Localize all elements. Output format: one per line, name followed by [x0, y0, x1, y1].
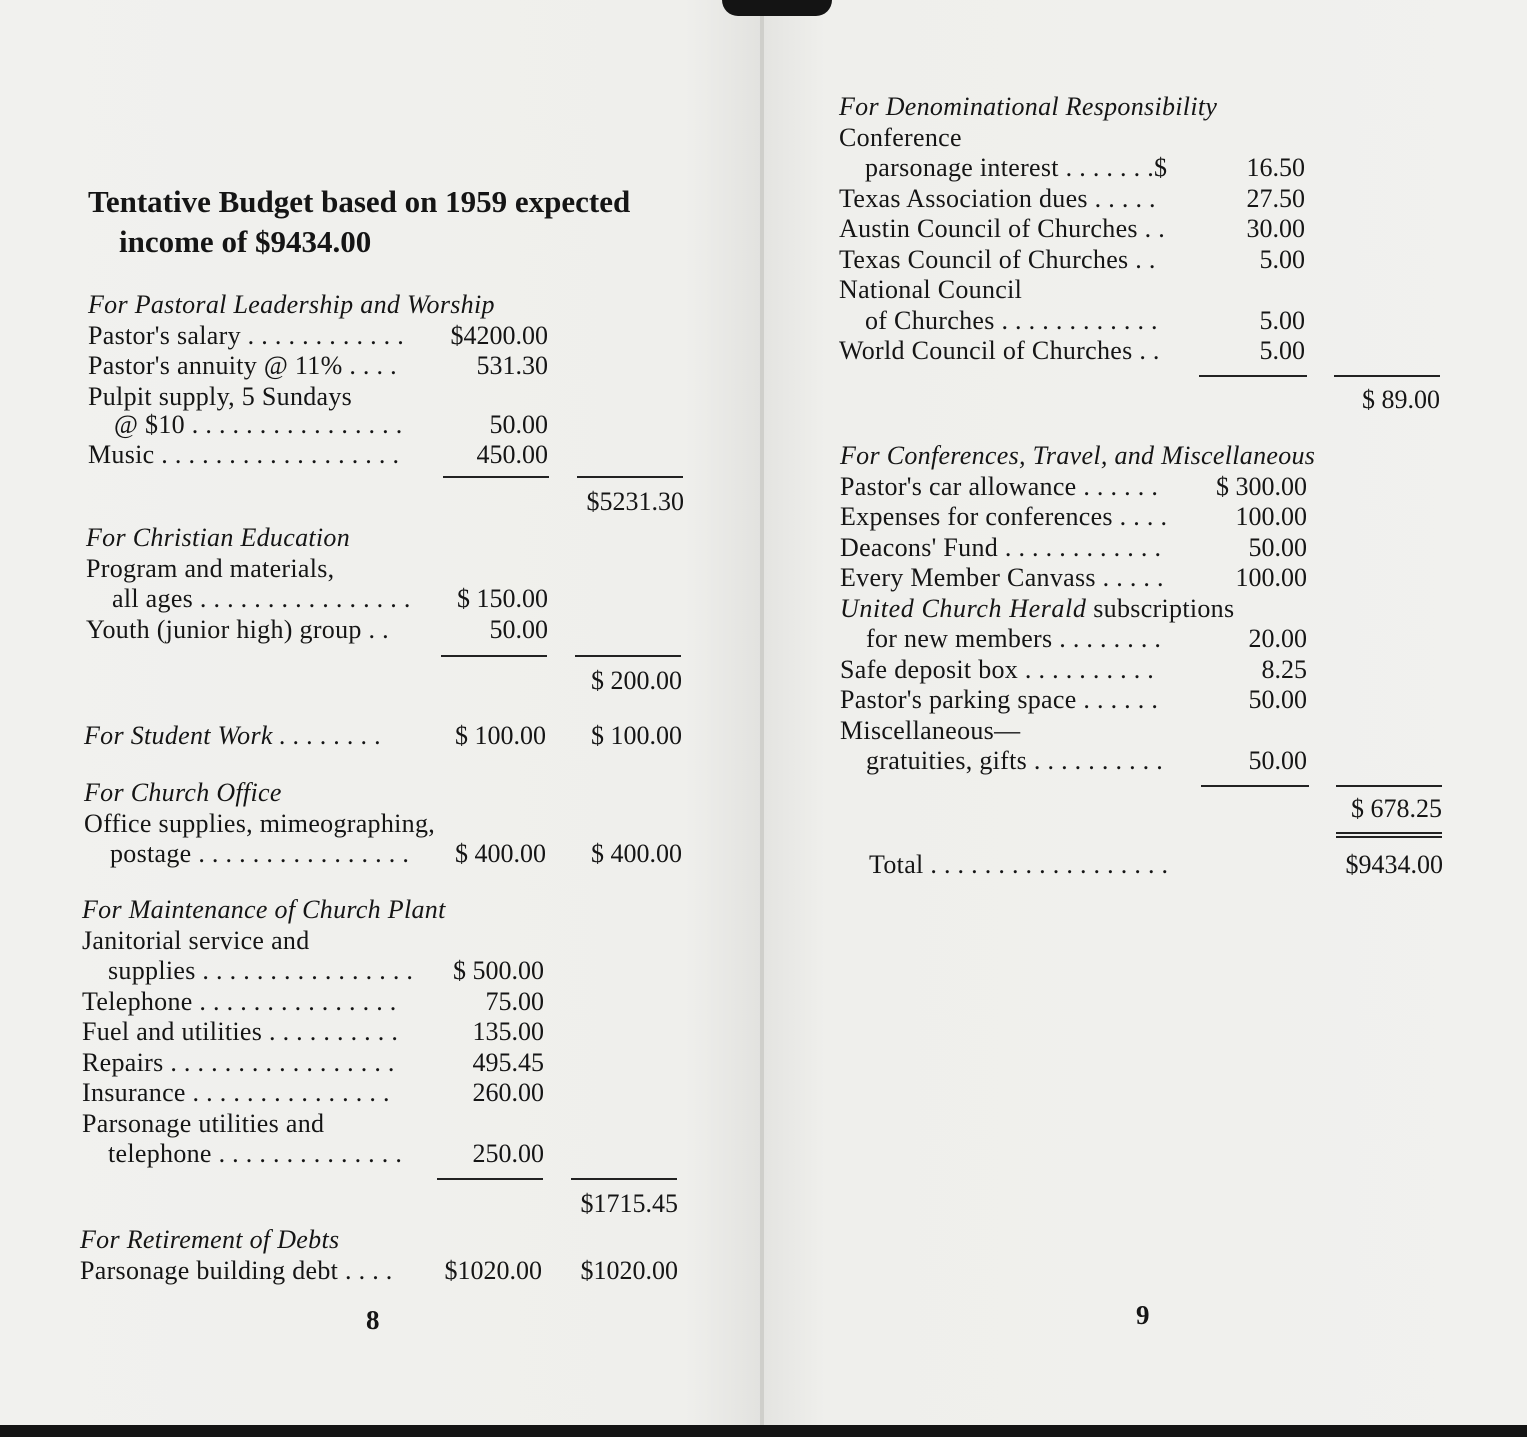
line-item-label: Parsonage building debt . . . . [80, 1255, 393, 1285]
line-item-label: Office supplies, mimeographing, [84, 808, 436, 838]
section-student-work [84, 721, 546, 752]
section-heading: For Christian Education [86, 523, 351, 552]
line-item-label: gratuities, gifts . . . . . . . . . . [866, 746, 1164, 775]
line-item-label: Every Member Canvass . . . . . [840, 563, 1164, 592]
section-total [560, 487, 684, 518]
subtotal-rule [1201, 785, 1309, 787]
line-item-amount: $4200.00 [450, 320, 548, 350]
section-conferences-travel-misc [840, 441, 1316, 777]
grand-total-amount: $9434.00 [1345, 850, 1443, 879]
line-item-label: Pastor's annuity @ 11% . . . . [88, 351, 397, 380]
section-heading: For Church Office [84, 778, 282, 807]
page-right [764, 0, 1527, 1425]
line-item-label: Pastor's parking space . . . . . . [840, 685, 1159, 714]
section-total-amount: $ 100.00 [591, 721, 682, 750]
line-item-label: National Council [839, 275, 1023, 304]
line-item-amount: 495.45 [472, 1047, 544, 1077]
section-total-amount: $ 678.25 [1351, 794, 1442, 823]
line-item-label: all ages . . . . . . . . . . . . . . . . [112, 584, 411, 613]
section-total-amount: $ 400.00 [591, 839, 682, 868]
section-heading: For Retirement of Debts [80, 1225, 340, 1254]
line-item-amount: 50.00 [1248, 532, 1307, 562]
subtotal-rule [437, 1178, 543, 1180]
line-item-label: Insurance . . . . . . . . . . . . . . . [82, 1078, 390, 1107]
line-item-label: Texas Association dues . . . . . [839, 183, 1156, 213]
line-item-label: of Churches . . . . . . . . . . . . [865, 305, 1158, 335]
line-item-label: For Student Work . . . . . . . . [84, 721, 382, 750]
line-item-label: Repairs . . . . . . . . . . . . . . . . . [82, 1047, 395, 1077]
section-total-amount: $1715.45 [580, 1189, 678, 1218]
line-item-label: parsonage interest . . . . . . .$ [865, 153, 1168, 182]
line-item-label: postage . . . . . . . . . . . . . . . . [110, 839, 410, 868]
line-item-amount: 5.00 [1259, 305, 1305, 335]
section-church-office [84, 778, 546, 870]
line-item-label: Janitorial service and [82, 925, 310, 955]
line-item-amount: 30.00 [1246, 214, 1305, 243]
line-item-amount: 100.00 [1235, 502, 1307, 531]
line-item-label: Texas Council of Churches . . [839, 244, 1156, 274]
line-item-amount: 135.00 [472, 1017, 544, 1046]
total-rule [571, 1178, 677, 1180]
grand-total-label: Total . . . . . . . . . . . . . . . . . . [869, 850, 1169, 879]
section-total [1316, 385, 1440, 416]
grand-total-row [869, 850, 1309, 881]
line-item-label: Safe deposit box . . . . . . . . . . [840, 654, 1155, 684]
section-maintenance [82, 895, 544, 1170]
section-heading: For Denominational Responsibility [839, 92, 1218, 121]
line-item-amount: 531.30 [476, 351, 548, 380]
line-item-label: Deacons' Fund . . . . . . . . . . . . [840, 532, 1162, 562]
section-total [558, 666, 682, 697]
line-item-label: Pastor's salary . . . . . . . . . . . . [88, 320, 405, 350]
subtotal-rule [441, 655, 547, 657]
line-item-label: Fuel and utilities . . . . . . . . . . [82, 1017, 399, 1046]
line-item-amount: 8.25 [1261, 654, 1307, 684]
line-item-label: Music . . . . . . . . . . . . . . . . . . [88, 440, 400, 469]
line-item-amount: 50.00 [1248, 746, 1307, 775]
line-item-amount: 16.50 [1246, 153, 1305, 182]
line-item-label: Miscellaneous— [840, 715, 1021, 745]
section-total-amount: $ 200.00 [591, 666, 682, 695]
section-pastoral-leadership [88, 290, 548, 471]
section-heading: For Pastoral Leadership and Worship [88, 290, 495, 319]
section-total [554, 1189, 678, 1220]
line-item-amount: 20.00 [1248, 624, 1307, 653]
section-total-amount: $1020.00 [580, 1256, 678, 1285]
section-total [1318, 794, 1442, 825]
page-number: 9 [1136, 1300, 1150, 1330]
total-rule [575, 655, 681, 657]
binding-notch [722, 0, 832, 16]
total-rule [1334, 375, 1440, 377]
section-heading: For Maintenance of Church Plant [82, 895, 446, 924]
section-total-amount: $5231.30 [586, 487, 684, 516]
line-item-amount: 260.00 [472, 1078, 544, 1107]
page-number: 8 [366, 1305, 380, 1335]
line-item-amount: $1020.00 [444, 1255, 542, 1285]
subtotal-rule [1199, 375, 1307, 377]
line-item-amount: $ 400.00 [455, 839, 546, 868]
publication-title: United Church Herald [840, 593, 1087, 623]
line-item-label: telephone . . . . . . . . . . . . . . [108, 1139, 403, 1168]
section-total [556, 721, 682, 752]
section-retirement-of-debts [80, 1225, 542, 1286]
line-item-amount: 5.00 [1259, 244, 1305, 274]
section-total [556, 839, 682, 870]
line-item-label: Conference [839, 122, 962, 152]
line-item-amount: 100.00 [1235, 563, 1307, 592]
line-item-label: Expenses for conferences . . . . [840, 502, 1168, 531]
section-total [552, 1256, 678, 1287]
line-item-amount: 50.00 [489, 409, 548, 439]
line-item-label-rest: subscriptions [1086, 593, 1235, 623]
line-item-amount: 250.00 [472, 1139, 544, 1168]
grand-total-double-rule [1336, 832, 1442, 838]
page-left [0, 0, 762, 1425]
subtotal-rule [443, 476, 549, 478]
section-christian-education [86, 523, 548, 645]
line-item-label: Parsonage utilities and [82, 1108, 325, 1138]
budget-title-line2: income of $9434.00 [119, 224, 372, 259]
line-item-label: Austin Council of Churches . . [839, 214, 1166, 243]
line-item-amount: $ 150.00 [457, 584, 548, 613]
line-item-label: for new members . . . . . . . . [866, 624, 1162, 653]
line-item-label: @ $10 . . . . . . . . . . . . . . . . [114, 409, 403, 439]
line-item-amount: 5.00 [1259, 336, 1305, 365]
line-item-amount: $ 100.00 [455, 721, 546, 750]
line-item-label: Pastor's car allowance . . . . . . [840, 471, 1159, 501]
total-rule [577, 476, 683, 478]
line-item-amount: 75.00 [485, 986, 544, 1016]
line-item-label [840, 594, 1234, 625]
section-heading: For Conferences, Travel, and Miscellaneous [840, 441, 1316, 470]
line-item-label: Pulpit supply, 5 Sundays [88, 381, 353, 411]
line-item-label: World Council of Churches . . [839, 336, 1160, 365]
line-item-amount: 50.00 [1248, 685, 1307, 714]
line-item-amount: 450.00 [476, 440, 548, 469]
budget-title [88, 182, 708, 262]
line-item-amount: 50.00 [489, 614, 548, 644]
budget-title-line1: Tentative Budget based on 1959 expected [88, 184, 631, 219]
line-item-amount: 27.50 [1246, 183, 1305, 213]
total-rule [1336, 785, 1442, 787]
section-denominational [839, 92, 1305, 367]
line-item-label: Youth (junior high) group . . [86, 614, 389, 644]
line-item-amount: $ 300.00 [1216, 471, 1307, 501]
line-item-amount: $ 500.00 [453, 956, 544, 985]
section-total-amount: $ 89.00 [1362, 385, 1440, 414]
line-item-label: Program and materials, [86, 553, 335, 583]
line-item-label: Telephone . . . . . . . . . . . . . . . [82, 986, 397, 1016]
line-item-label: supplies . . . . . . . . . . . . . . . . [108, 956, 414, 985]
grand-total [1318, 850, 1443, 881]
